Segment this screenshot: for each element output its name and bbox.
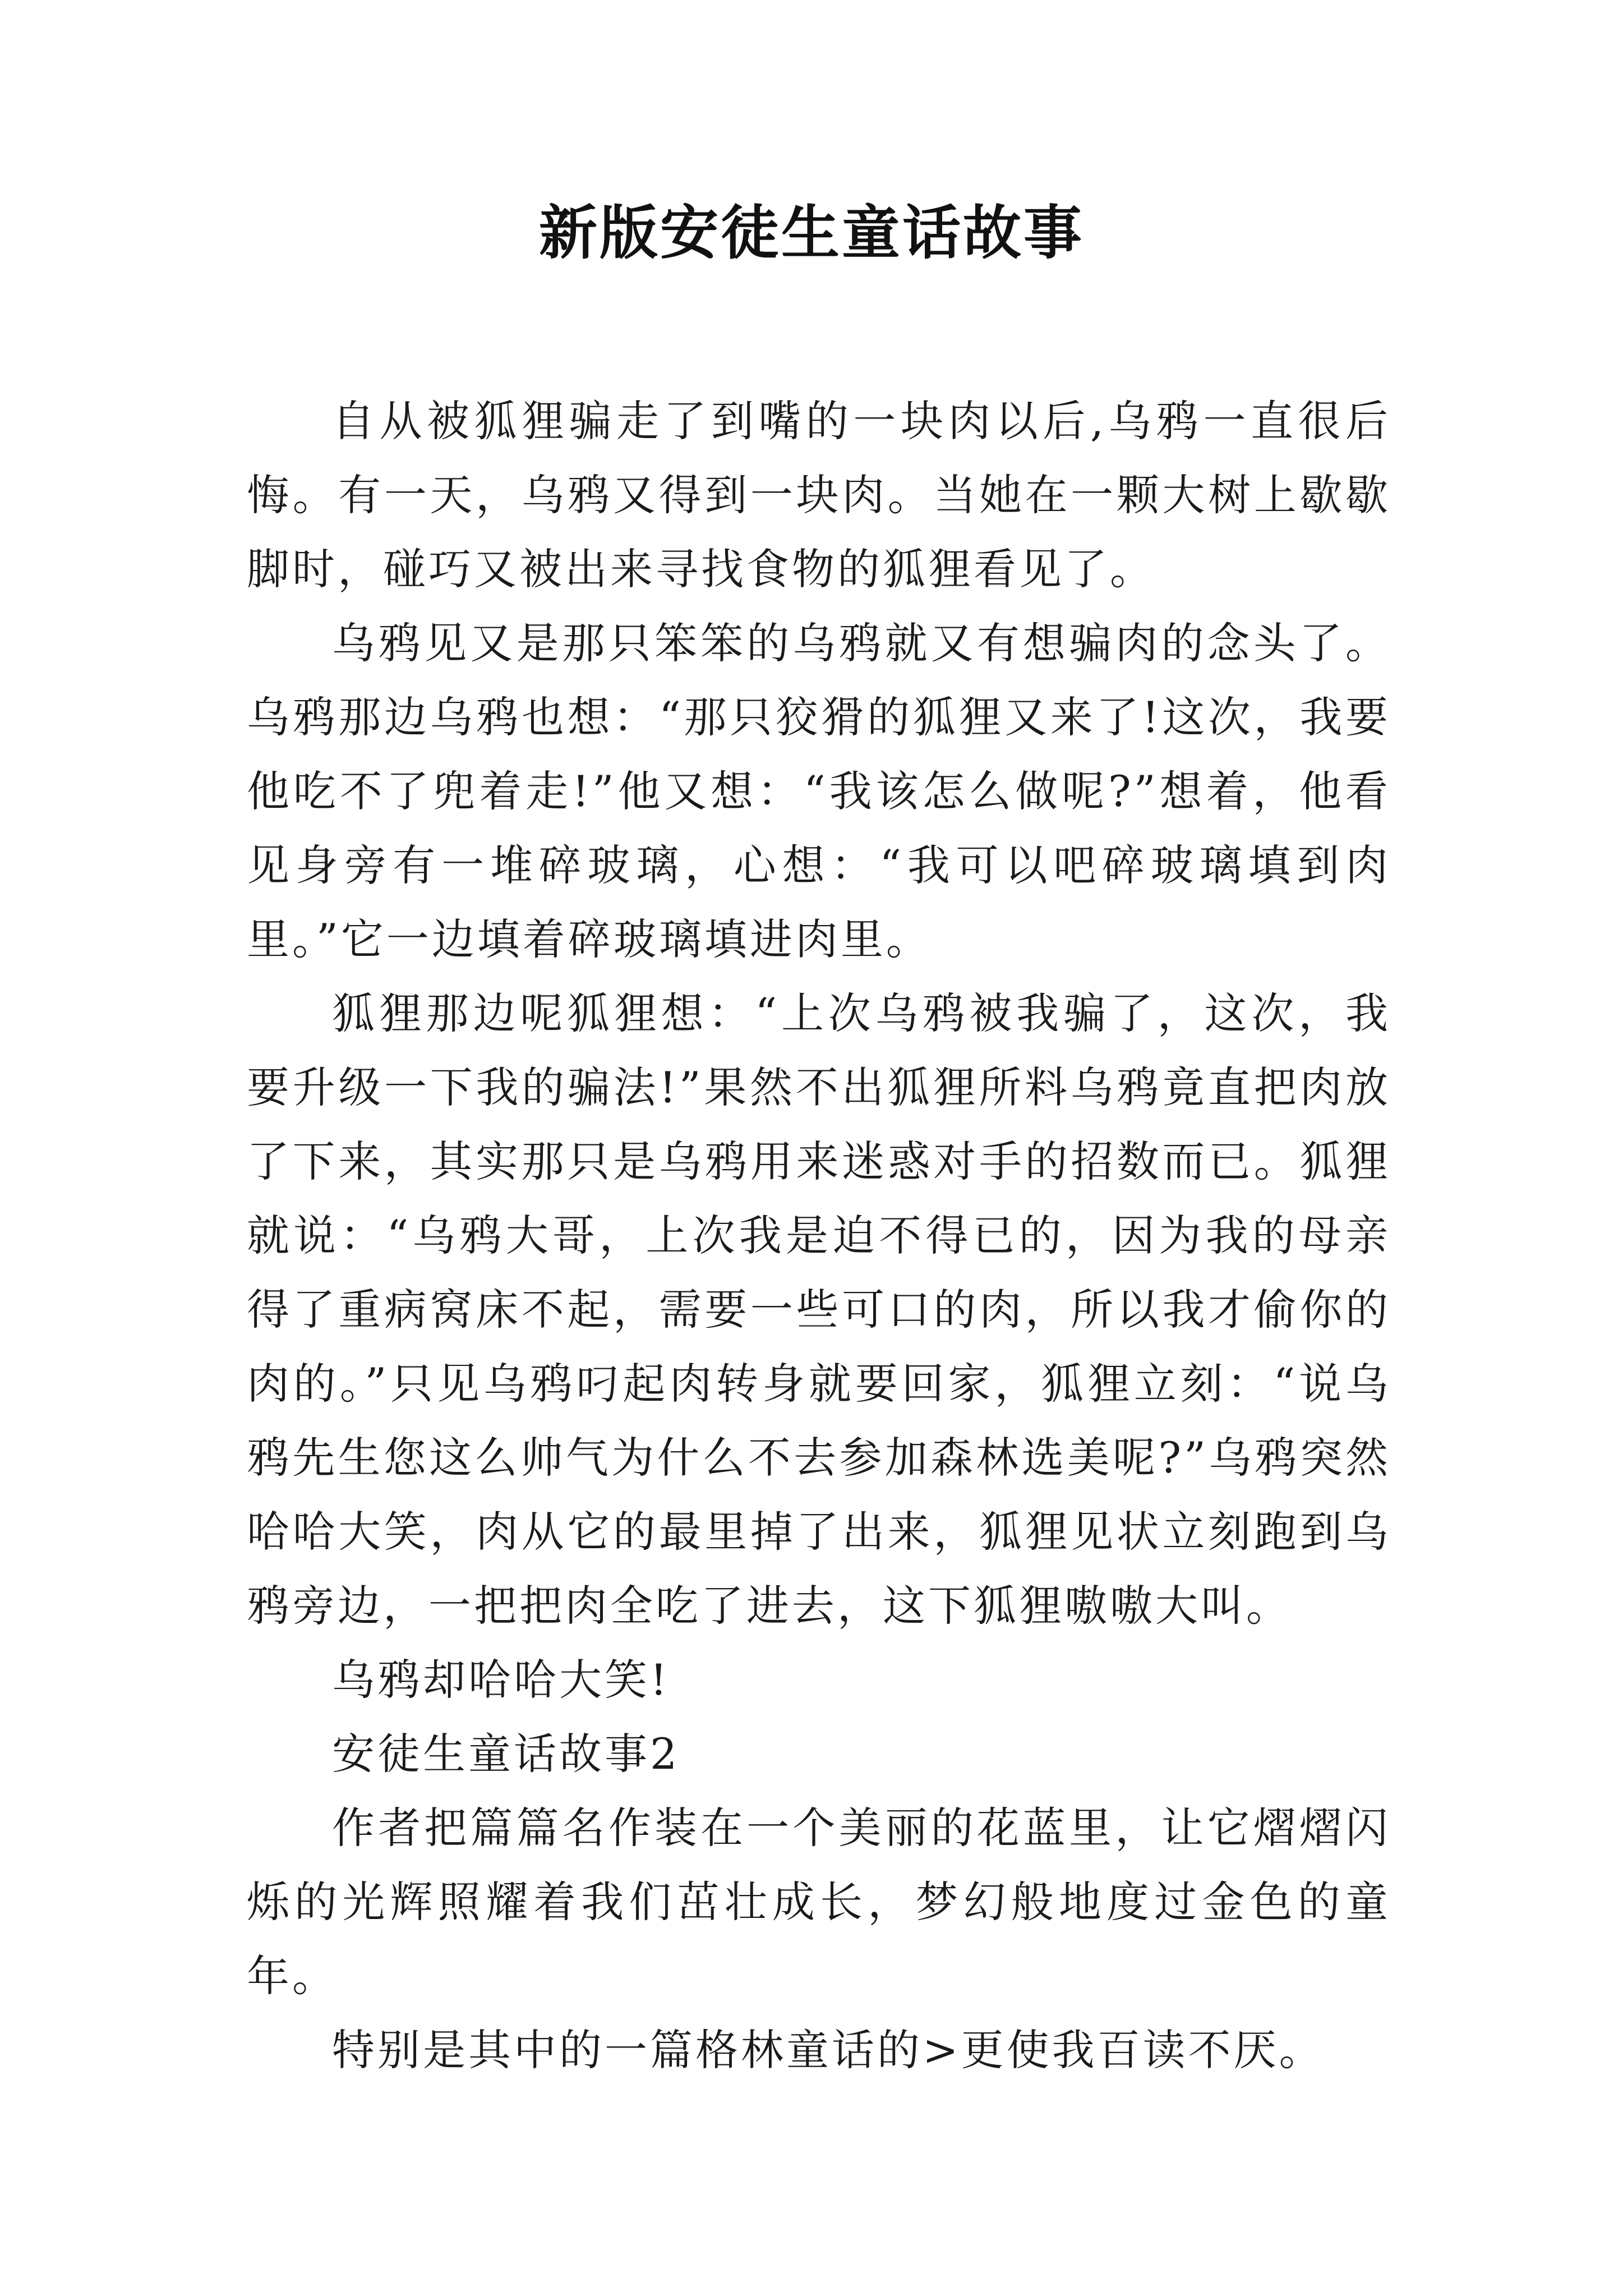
paragraph: 自从被狐狸骗走了到嘴的一块肉以后,乌鸦一直很后悔。有一天，乌鸦又得到一块肉。当她在一颗大树上歇歇脚时，碰巧又被出来寻找食物的狐狸看见了。	[247, 396, 1391, 594]
paragraph: 狐狸那边呢狐狸想：“上次乌鸦被我骗了，这次，我要升级一下我的骗法!”果然不出狐狸所料乌鸦竟直把肉放了下来，其实那只是乌鸦用来迷惑对手的招数而已。狐狸就说：“乌鸦大哥，上次我是迫不得已的，因为我的母亲得了重病窝床不起，需要一些可口的肉，所以我才偷你的肉的。”只见乌鸦叼起肉转身就要回家，狐狸立刻：“说乌鸦先生您这么帅气为什么不去参加森林选美呢?”乌鸦突然哈哈大笑，肉从它的最里掉了出来，狐狸见状立刻跑到乌鸦旁边，一把把肉全吃了进去，这下狐狸嗷嗷大叫。	[247, 988, 1391, 1631]
document-title: 新版安徒生童话故事	[538, 198, 1084, 267]
paragraph: 特别是其中的一篇格林童话的>更使我百读不厌。	[332, 2025, 1325, 2075]
paragraph: 作者把篇篇名作装在一个美丽的花蓝里，让它熠熠闪烁的光辉照耀着我们茁壮成长，梦幻般地度过金色的童年。	[247, 1803, 1391, 2001]
paragraph: 乌鸦见又是那只笨笨的乌鸦就又有想骗肉的念头了。乌鸦那边乌鸦也想：“那只狡猾的狐狸又来了!这次，我要他吃不了兜着走!”他又想：“我该怎么做呢?”想着，他看见身旁有一堆碎玻璃，心想：“我可以吧碎玻璃填到肉里。”它一边填着碎玻璃填进肉里。	[247, 618, 1391, 964]
paragraph: 安徒生童话故事2	[332, 1729, 680, 1779]
paragraph: 乌鸦却哈哈大笑!	[332, 1655, 670, 1705]
document-body	[247, 384, 1391, 2087]
